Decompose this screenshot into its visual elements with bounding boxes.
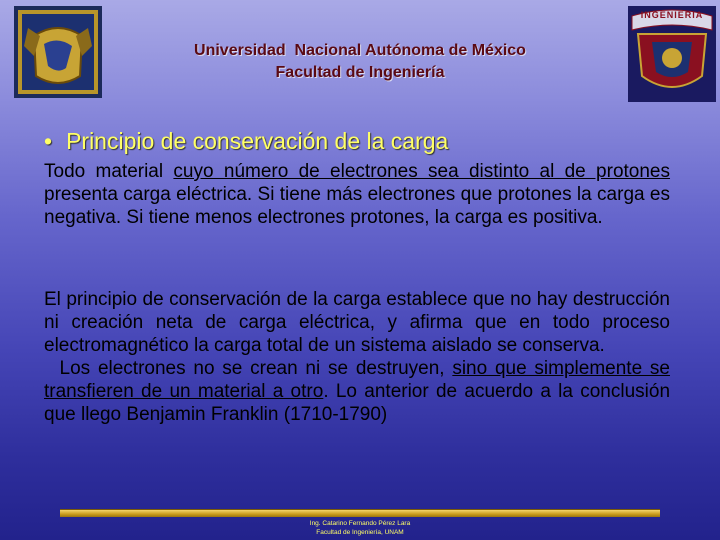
footer-author: Ing. Catarino Fernando Pérez Lara xyxy=(309,520,411,527)
paragraph2-text-b: Los electrones no se crean ni se destruyen, xyxy=(59,358,453,379)
heading-text: Principio de conservación de la carga xyxy=(66,128,449,154)
footer-institution: Facultad de Ingeniería, UNAM xyxy=(316,529,404,536)
bullet-icon: • xyxy=(44,128,53,154)
paragraph2-underlined: sino que simplemente se transfieren de un material a otro xyxy=(44,358,670,402)
unam-logo xyxy=(14,6,102,98)
paragraph-conservation-principle xyxy=(44,288,670,426)
logo-right-label: INGENIERIA xyxy=(640,10,704,20)
paragraph1-text-b: presenta carga eléctrica. Si tiene más electrones que protones la carga es negativa. Si tiene menos electrones protones, la carga es positiva. xyxy=(44,184,670,228)
page-title xyxy=(120,40,600,84)
faculty-name: Facultad de Ingeniería xyxy=(275,64,445,81)
paragraph2-text-c: . Lo anterior de acuerdo a la conclusión que llego Benjamin Franklin (1710-1790) xyxy=(44,381,671,425)
university-name: Universidad Nacional Autónoma de México xyxy=(194,42,526,59)
paragraph-charge-definition xyxy=(44,160,670,229)
ingenieria-logo xyxy=(628,6,716,102)
footer-divider xyxy=(60,509,660,517)
paragraph2-text-a: El principio de conservación de la carga establece que no hay destrucción ni creación neta de carga eléctrica, y afirma que en todo proceso electromagnético la carga total de un sistema aislado se conserva. xyxy=(44,289,670,356)
paragraph1-underlined: cuyo número de electrones sea distinto al de protones xyxy=(173,161,671,182)
footer-credits xyxy=(260,519,460,537)
paragraph1-text-a: Todo material xyxy=(44,161,174,182)
bullet-heading xyxy=(44,128,448,155)
